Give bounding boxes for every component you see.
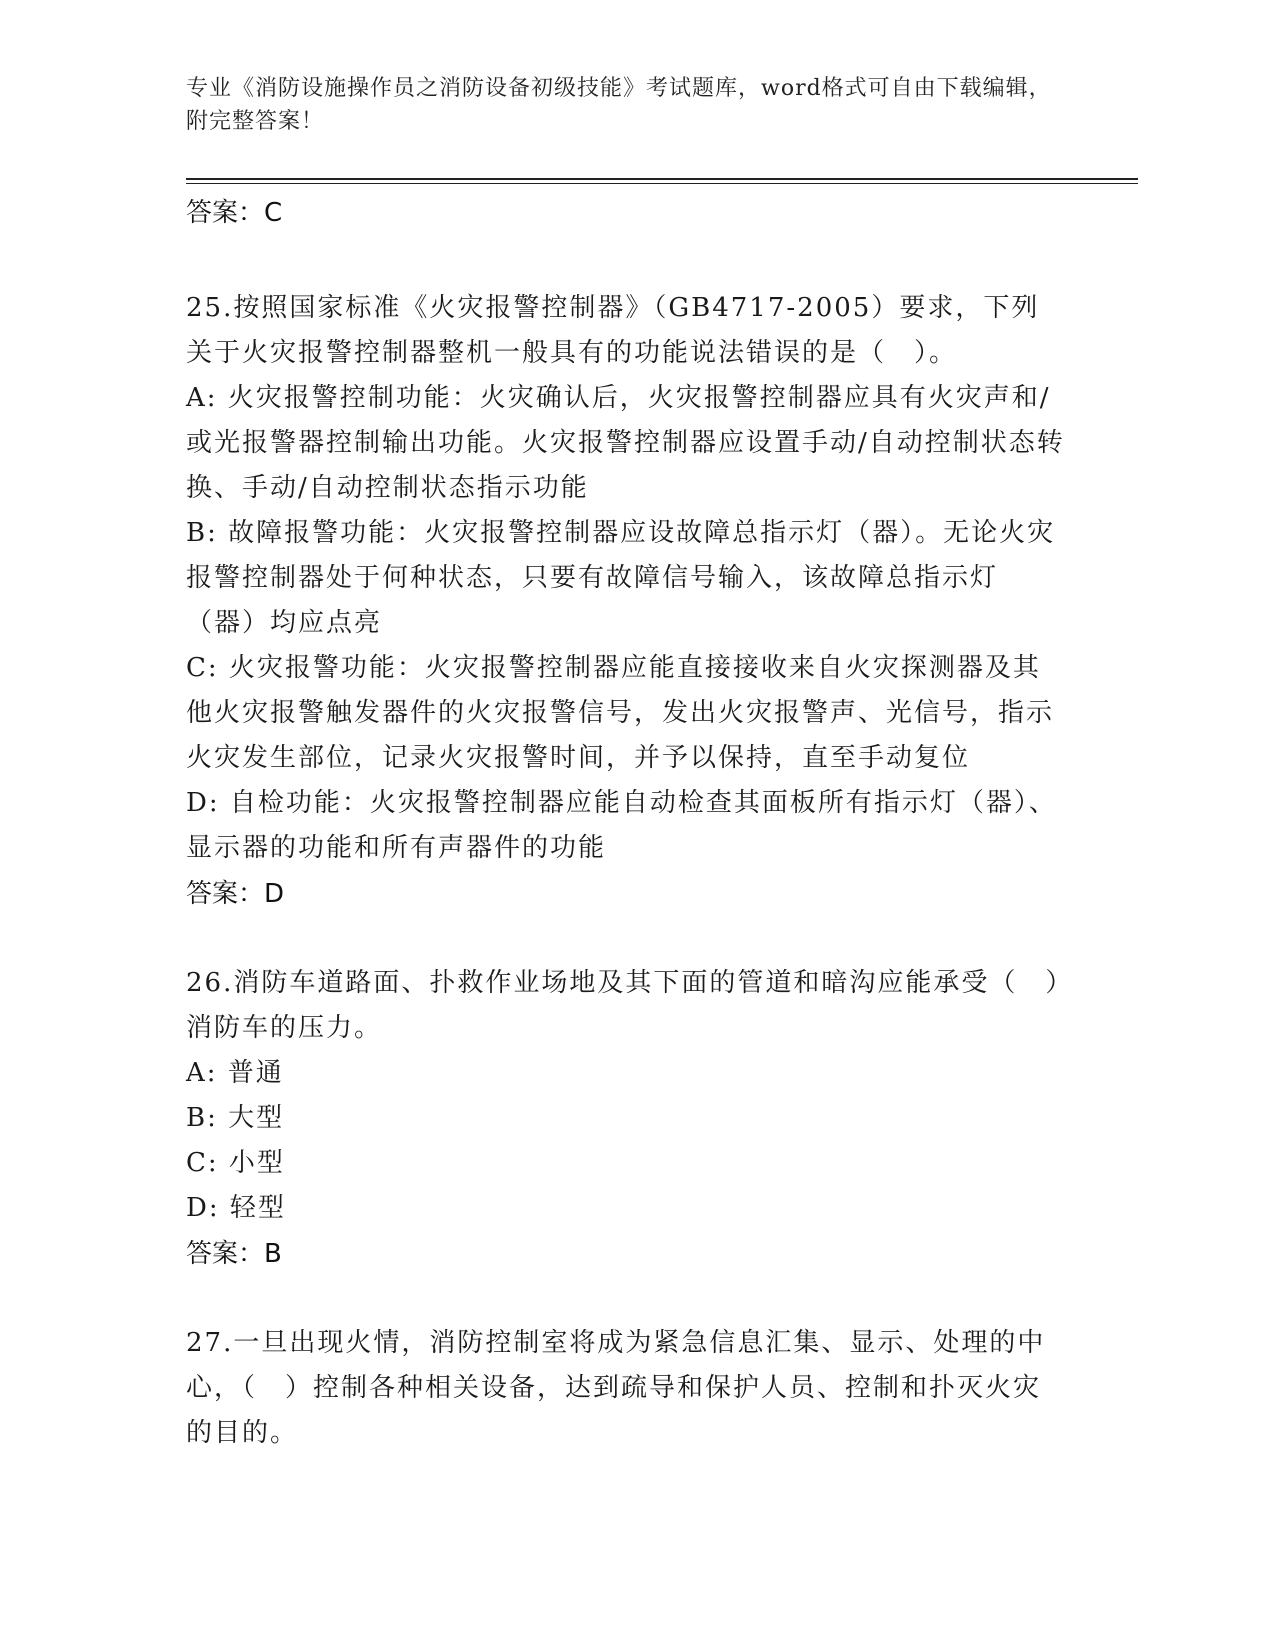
answer-value: B <box>264 1239 282 1269</box>
previous-answer <box>186 190 1066 236</box>
answer-value: C <box>264 198 283 228</box>
question-27 <box>186 1321 1066 1456</box>
question-26 <box>186 961 1066 1277</box>
question-stem: 27.一旦出现火情，消防控制室将成为紧急信息汇集、显示、处理的中心，（ ）控制各种相关设备，达到疏导和保护人员、控制和扑灭火灾的目的。 <box>186 1328 1046 1448</box>
option-a: A: 火灾报警控制功能：火灾确认后，火灾报警控制器应具有火灾声和/或光报警器控制输出功能。火灾报警控制器应设置手动/自动控制状态转换、手动/自动控制状态指示功能 <box>186 383 1065 503</box>
question-stem: 25.按照国家标准《火灾报警控制器》（GB4717-2005）要求，下列关于火灾报警控制器整机一般具有的功能说法错误的是（ ）。 <box>186 293 1040 368</box>
answer-value: D <box>264 879 285 909</box>
option-c: C: 火灾报警功能：火灾报警控制器应能直接接收来自火灾探测器及其他火灾报警触发器件的火灾报警信号，发出火灾报警声、光信号，指示火灾发生部位，记录火灾报警时间，并予以保持，直至手动复位 <box>186 653 1055 773</box>
document-header-intro: 专业《消防设施操作员之消防设备初级技能》考试题库，word格式可自由下载编辑，附完整答案！ <box>186 76 1052 134</box>
answer-label: 答案： <box>186 1239 265 1269</box>
answer-label: 答案： <box>186 879 265 909</box>
question-answer <box>186 871 1066 917</box>
option-a: A: 普通 <box>186 1058 284 1088</box>
question-stem: 26.消防车道路面、扑救作业场地及其下面的管道和暗沟应能承受（ ）消防车的压力。 <box>186 968 1061 1043</box>
answer-label: 答案： <box>186 198 265 228</box>
question-25 <box>186 286 1066 917</box>
option-c: C: 小型 <box>186 1148 285 1178</box>
option-d: D: 自检功能：火灾报警控制器应能自动检查其面板所有指示灯（器）、显示器的功能和所有声器件的功能 <box>186 788 1057 863</box>
option-b: B: 故障报警功能：火灾报警控制器应设故障总指示灯（器）。无论火灾报警控制器处于何种状态，只要有故障信号输入，该故障总指示灯（器）均应点亮 <box>186 518 1056 638</box>
option-d: D: 轻型 <box>186 1193 286 1223</box>
option-b: B: 大型 <box>186 1103 285 1133</box>
document-body <box>186 190 1066 1456</box>
question-answer <box>186 1231 1066 1277</box>
header-rule-thin <box>186 183 1138 184</box>
header-rule-thick <box>186 178 1138 180</box>
